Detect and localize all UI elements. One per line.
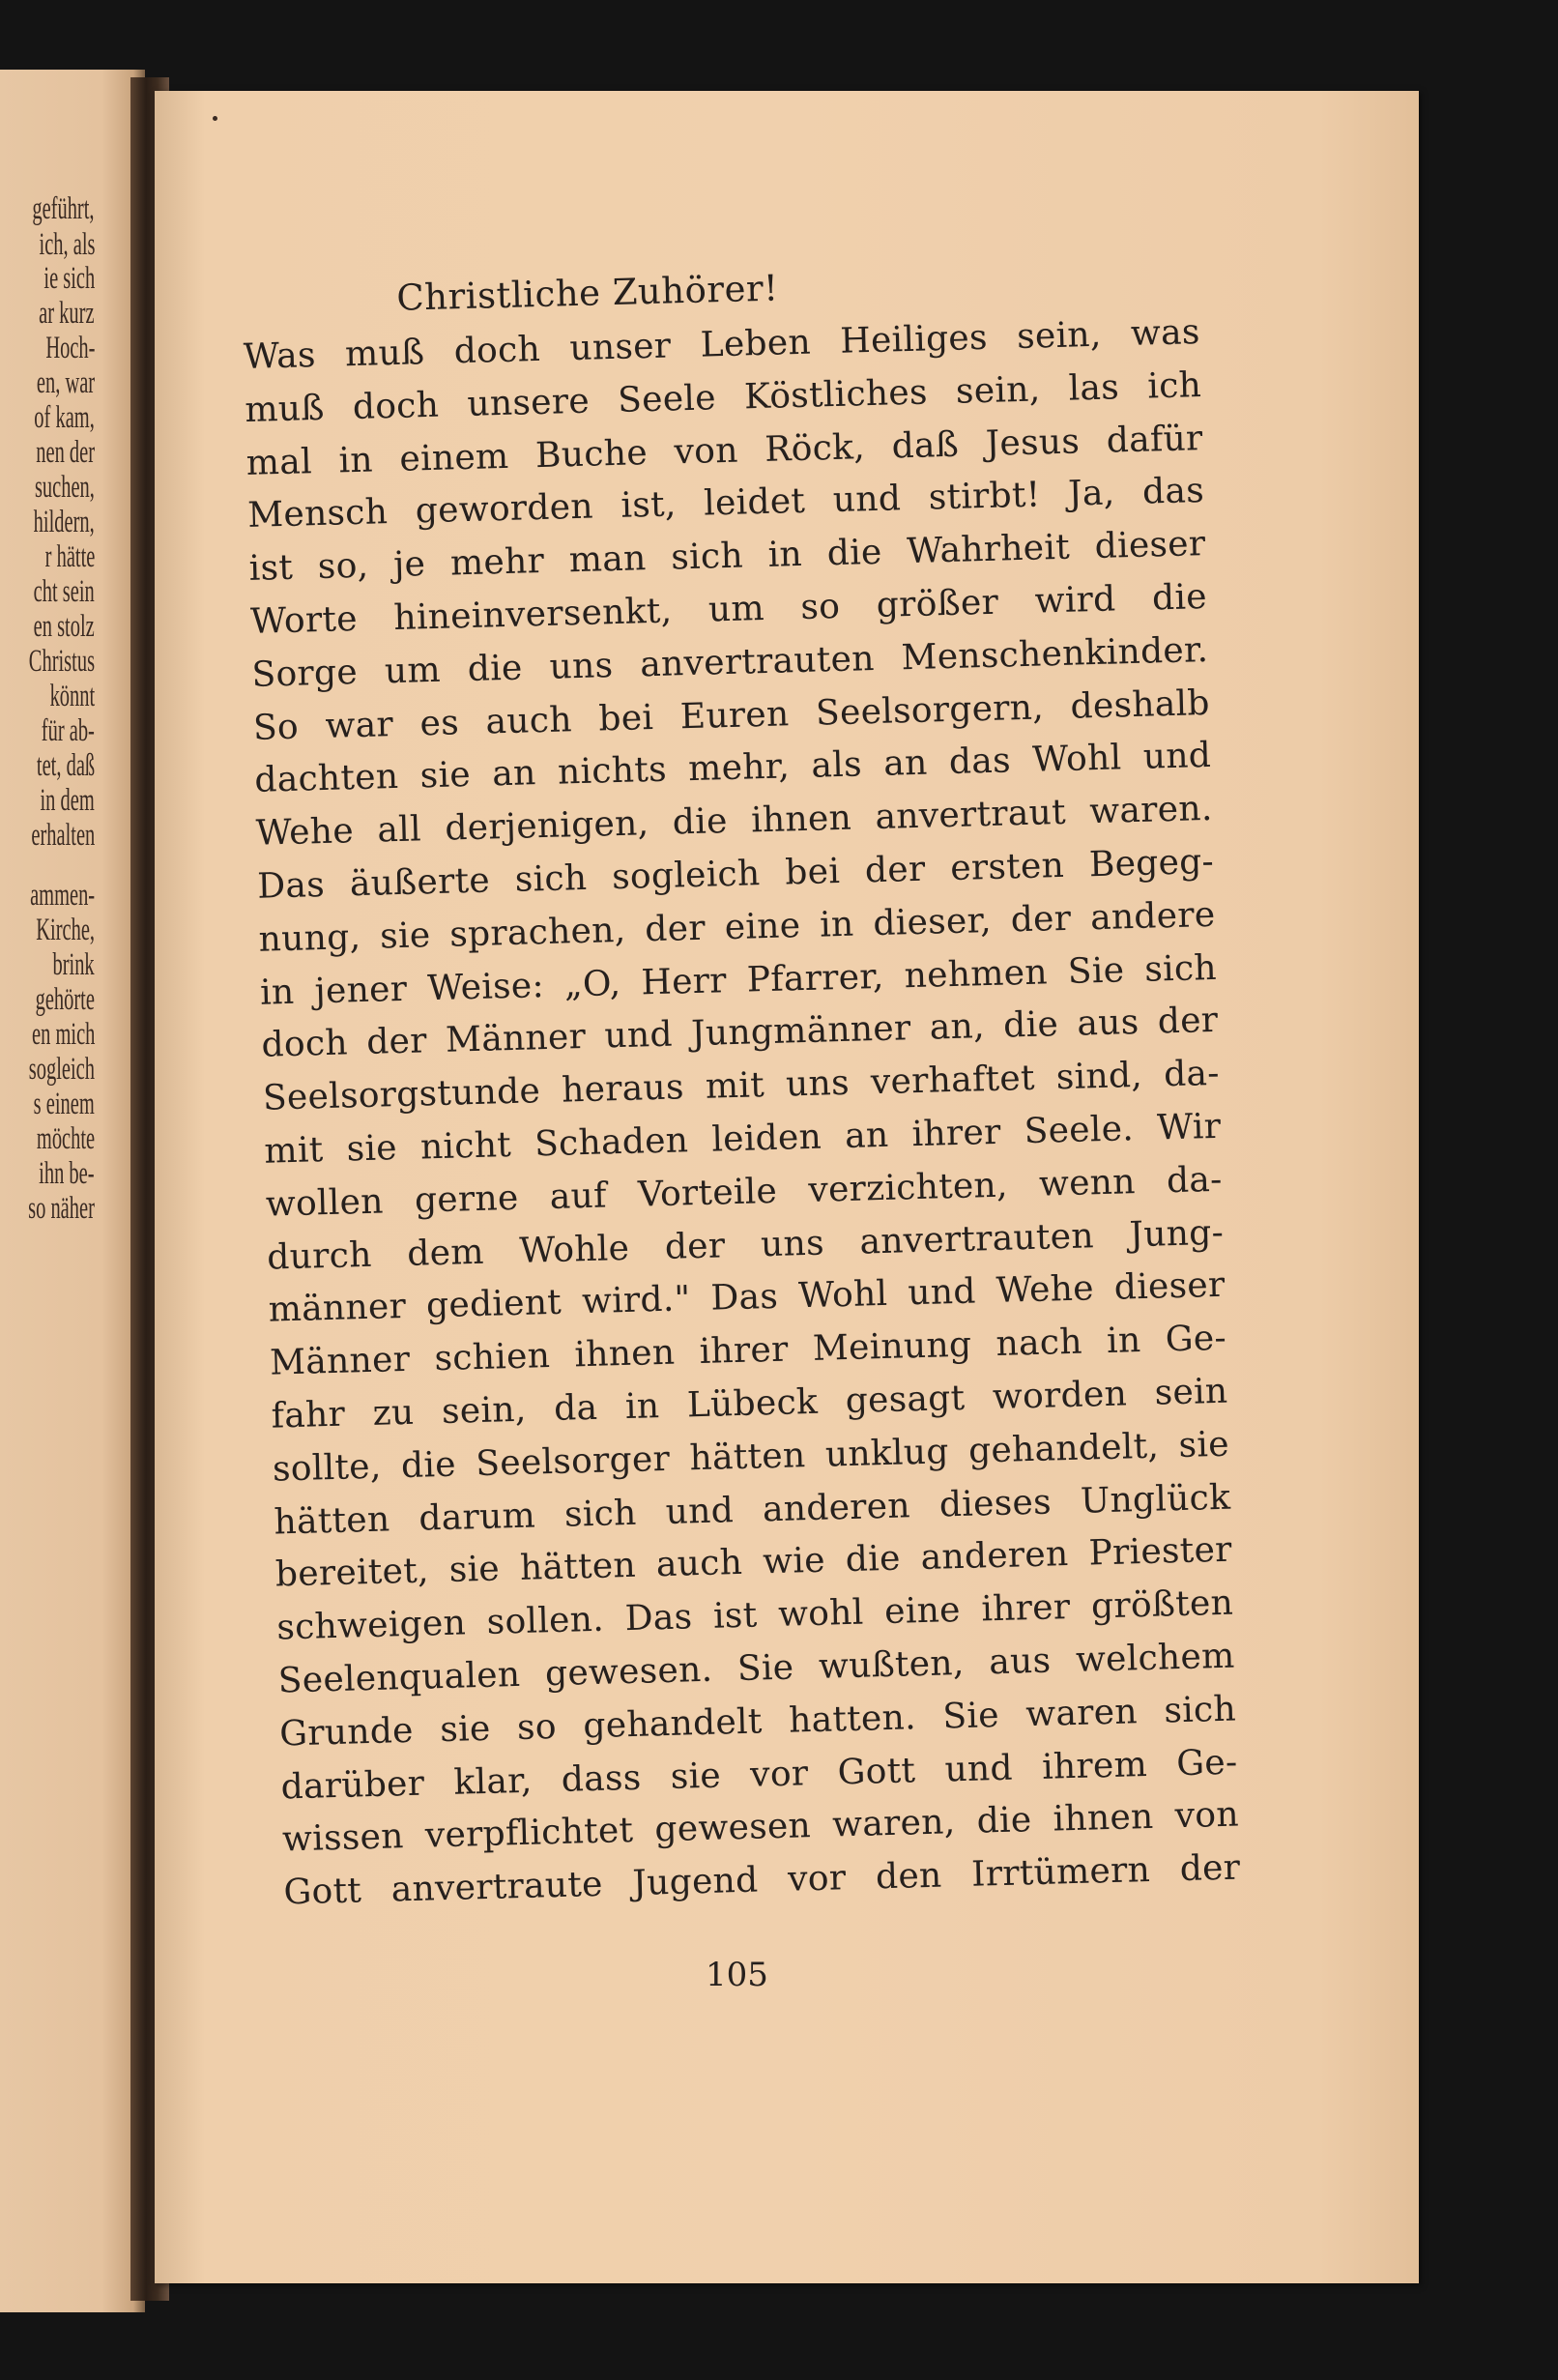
text-line: bereitet, sie hätten auch wie die anderen Priester xyxy=(274,1529,1233,1595)
previous-page-line: geführt, xyxy=(32,191,95,226)
text-line: schweigen sollen. Das ist wohl eine ihrer größten xyxy=(275,1582,1234,1648)
previous-page-line: brink xyxy=(52,947,95,982)
text-line: Worte hineinversenkt, um so größer wird die xyxy=(249,576,1208,642)
text-line: Wehe all derjenigen, die ihnen anvertraut waren. xyxy=(255,789,1214,854)
previous-page-line: tet, daß xyxy=(36,748,95,783)
previous-page-line: suchen, xyxy=(35,470,95,505)
text-line: sollte, die Seelsorger hätten unklug gehandelt, sie xyxy=(272,1424,1230,1490)
text-line: hätten darum sich und anderen dieses Unglück xyxy=(273,1477,1231,1543)
text-line: nung, sie sprachen, der eine in dieser, der andere xyxy=(258,894,1216,960)
previous-page-line: für ab- xyxy=(41,713,95,748)
ink-speck xyxy=(213,116,217,121)
previous-page-line: in dem xyxy=(40,783,95,818)
text-line: fahr zu sein, da in Lübeck gesagt worden sein xyxy=(271,1371,1228,1437)
previous-page-line: en, war xyxy=(36,365,95,400)
page-text xyxy=(242,259,1241,1911)
previous-page-line: Christus xyxy=(28,644,95,679)
previous-page-line: ammen- xyxy=(29,878,95,913)
page-heading: Christliche Zuhörer! xyxy=(395,267,780,319)
previous-page-line: ich, als xyxy=(39,227,95,262)
text-line: männer gedient wird." Das Wohl und Wehe dieser xyxy=(268,1265,1226,1330)
text-line: So war es auch bei Euren Seelsorgern, deshalb xyxy=(252,682,1211,748)
previous-page-line: Kirche, xyxy=(36,913,95,947)
previous-page-line: ar kurz xyxy=(39,296,95,331)
text-line: dachten sie an nichts mehr, als an das Wohl und xyxy=(253,736,1212,801)
previous-page-line: r hätte xyxy=(44,539,95,574)
previous-page-line: en stolz xyxy=(33,609,95,644)
text-line: wollen gerne auf Vorteile verzichten, wenn da- xyxy=(265,1159,1224,1225)
text-line: ist so, je mehr man sich in die Wahrheit dieser xyxy=(248,524,1206,590)
text-line: mit sie nicht Schaden leiden an ihrer Seele. Wir xyxy=(263,1106,1222,1172)
text-line: durch dem Wohle der uns anvertrauten Jung- xyxy=(266,1212,1225,1278)
book-page xyxy=(155,91,1419,2283)
previous-page-line: of kam, xyxy=(34,400,95,435)
text-line: Seelsorgstunde heraus mit uns verhaftet sind, da- xyxy=(262,1053,1221,1118)
previous-page-line: s einem xyxy=(33,1087,95,1121)
text-line: Grunde sie so gehandelt hatten. Sie waren sich xyxy=(278,1689,1237,1755)
previous-page-line: nen der xyxy=(36,435,95,470)
text-line: doch der Männer und Jungmänner an, die aus der xyxy=(261,1001,1219,1066)
text-line: Gott anvertraute Jugend vor den Irrtümern der xyxy=(283,1847,1241,1913)
page-number: 105 xyxy=(706,1956,768,1994)
previous-page-line: en mich xyxy=(31,1017,95,1052)
text-line: Männer schien ihnen ihrer Meinung nach in Ge- xyxy=(269,1318,1227,1383)
previous-page-line: ie sich xyxy=(43,261,95,296)
previous-page xyxy=(0,70,145,2312)
previous-page-line: möchte xyxy=(36,1121,95,1156)
text-line: Seelenqualen gewesen. Sie wußten, aus welchem xyxy=(277,1636,1236,1701)
text-line: Sorge um die uns anvertrauten Menschenkinder. xyxy=(251,629,1209,695)
previous-page-line: hildern, xyxy=(33,505,95,539)
previous-page-line: erhalten xyxy=(31,818,95,853)
text-line: in jener Weise: „O, Herr Pfarrer, nehmen Sie sich xyxy=(259,947,1218,1013)
text-line: darüber klar, dass sie vor Gott und ihrem Ge- xyxy=(280,1742,1238,1807)
previous-page-line: gehörte xyxy=(35,982,95,1017)
previous-page-line: so näher xyxy=(28,1191,95,1226)
text-line: Das äußerte sich sogleich bei der ersten Begeg- xyxy=(256,841,1215,907)
text-line: mal in einem Buche von Röck, daß Jesus dafür xyxy=(245,418,1204,483)
text-line: Mensch geworden ist, leidet und stirbt! Ja, das xyxy=(246,471,1205,537)
text-line: muß doch unsere Seele Köstliches sein, las ich xyxy=(244,364,1202,430)
text-line: wissen verpflichtet gewesen waren, die ihnen von xyxy=(281,1794,1240,1860)
previous-page-line: cht sein xyxy=(33,574,95,609)
previous-page-line: Hoch- xyxy=(44,331,95,365)
previous-page-line: könnt xyxy=(49,679,95,713)
text-line: Was muß doch unser Leben Heiliges sein, was xyxy=(243,312,1201,377)
previous-page-line: sogleich xyxy=(28,1052,95,1087)
previous-page-line: ihn be- xyxy=(39,1156,95,1191)
